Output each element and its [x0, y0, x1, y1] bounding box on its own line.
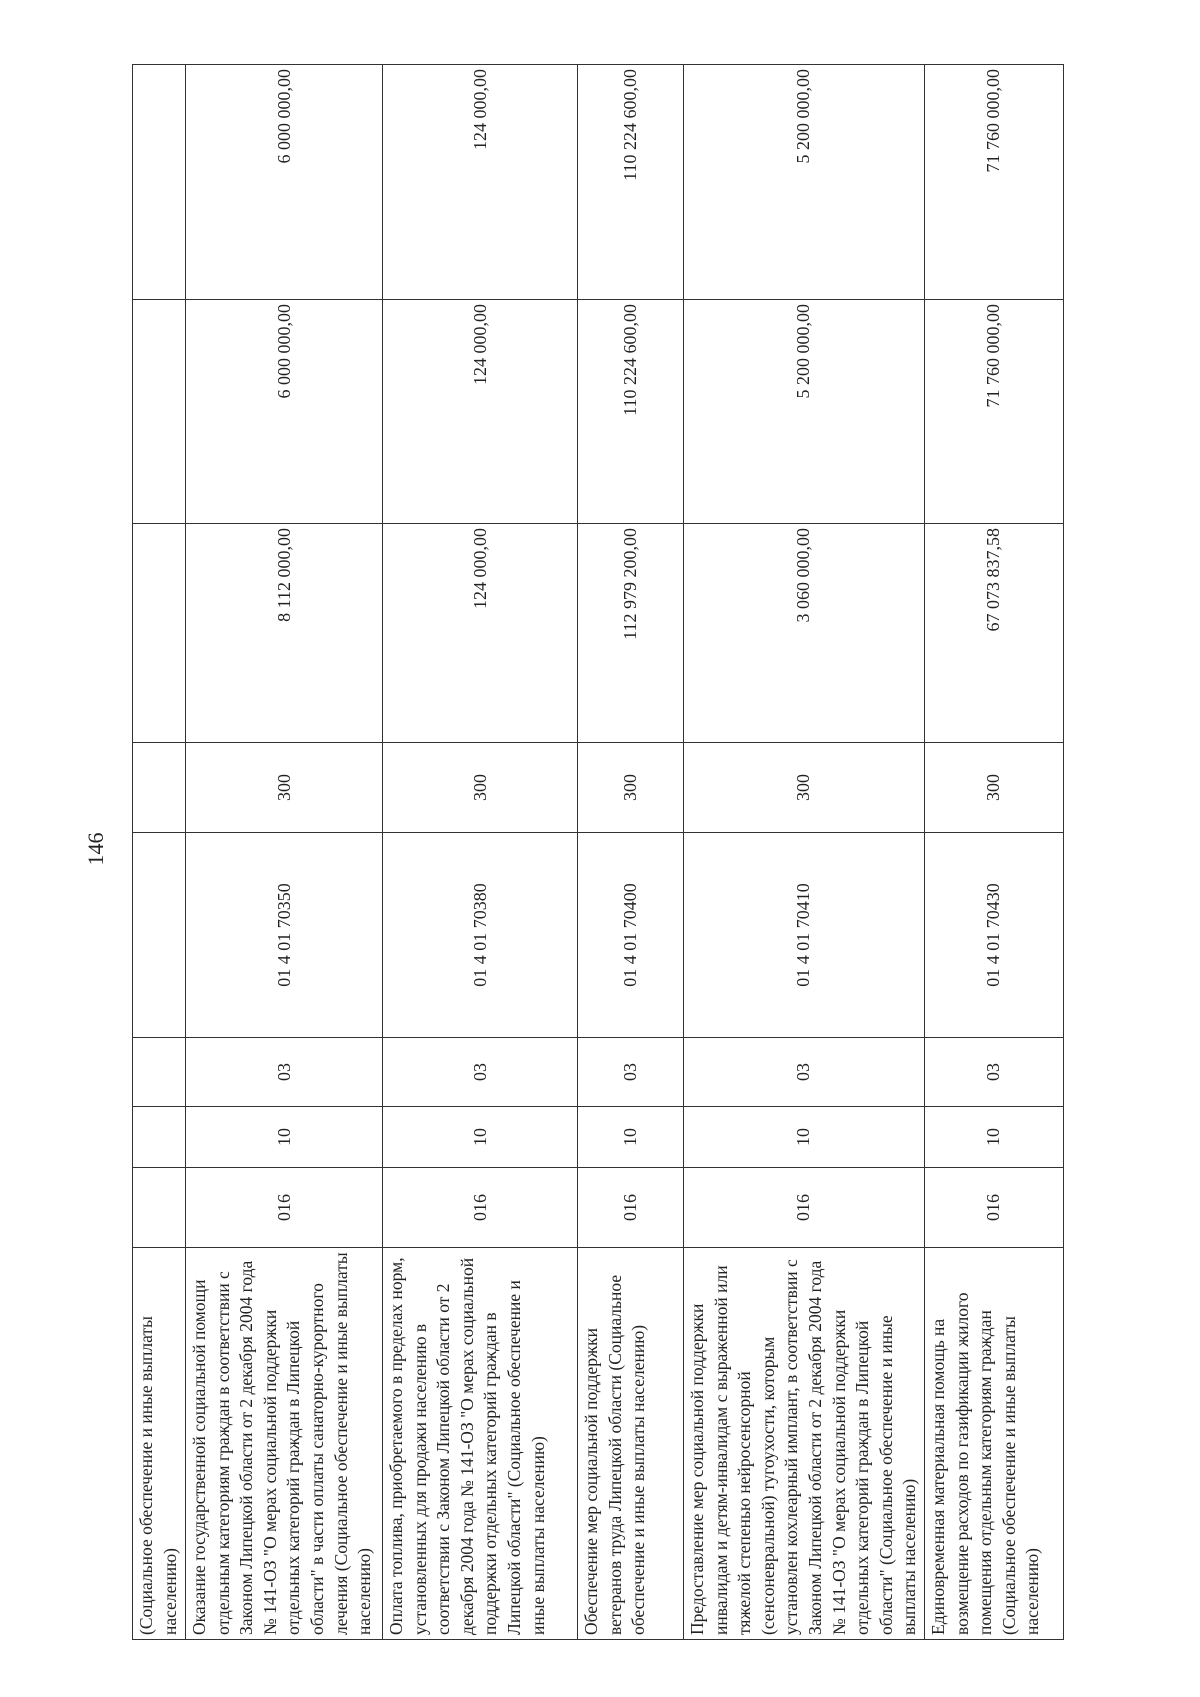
section-code: 10: [684, 1107, 925, 1168]
section-code: 10: [578, 1107, 684, 1168]
subsection-code: 03: [186, 1038, 383, 1107]
target-article-code: 01 4 01 70400: [578, 833, 684, 1038]
section-code: 10: [924, 1107, 1063, 1168]
target-article-code: [133, 833, 186, 1038]
section-code: 10: [186, 1107, 383, 1168]
subsection-code: 03: [684, 1038, 925, 1107]
expense-type-code: [133, 743, 186, 833]
table-row: [186, 65, 383, 1640]
row-name: Оказание государственной социальной помощи отдельным категориям граждан в соответствии с Законом Липецкой области от 2 декабря 2004 года № 141-ОЗ "О мерах социальной поддержки отдельных категорий граждан в Липецкой области" в части оплаты санаторно-курортного лечения (Социальное обеспечение и иные выплаты населению): [186, 1248, 383, 1640]
amount-col-3: 110 224 600,00: [578, 65, 684, 300]
amount-col-1: 3 060 000,00: [684, 524, 925, 743]
table-row: [383, 65, 578, 1640]
subsection-code: 03: [924, 1038, 1063, 1107]
subsection-code: [133, 1038, 186, 1107]
budget-table: [132, 64, 1064, 1640]
expense-type-code: 300: [186, 743, 383, 833]
expense-type-code: 300: [383, 743, 578, 833]
expense-type-code: 300: [924, 743, 1063, 833]
row-name: Предоставление мер социальной поддержки инвалидам и детям-инвалидам с выраженной или тяжелой степенью нейросенсорной (сенсоневральной) тугоухости, которым установлен кохлеарный имплант, в соответствии с Законом Липецкой области от 2 декабря 2004 года № 141-ОЗ "О мерах социальной поддержки отдельных категорий граждан в Липецкой области" (Социальное обеспечение и иные выплаты населению): [684, 1248, 925, 1640]
section-code: 10: [383, 1107, 578, 1168]
page-number: 146: [83, 832, 108, 866]
table-row: [133, 65, 186, 1640]
amount-col-2: 6 000 000,00: [186, 300, 383, 524]
row-name: Единовременная материальная помощь на возмещение расходов по газификации жилого помещения отдельным категориям граждан (Социальное обеспечение и иные выплаты населению): [924, 1248, 1063, 1640]
section-code: [133, 1107, 186, 1168]
table-row: [684, 65, 925, 1640]
target-article-code: 01 4 01 70350: [186, 833, 383, 1038]
ministry-code: 016: [383, 1168, 578, 1248]
amount-col-1: 124 000,00: [383, 524, 578, 743]
row-name: Обеспечение мер социальной поддержки ветеранов труда Липецкой области (Социальное обеспечение и иные выплаты населению): [578, 1248, 684, 1640]
subsection-code: 03: [578, 1038, 684, 1107]
ministry-code: 016: [578, 1168, 684, 1248]
amount-col-2: 71 760 000,00: [924, 300, 1063, 524]
budget-table-rotated: [132, 65, 1058, 1640]
amount-col-1: 8 112 000,00: [186, 524, 383, 743]
target-article-code: 01 4 01 70380: [383, 833, 578, 1038]
amount-col-2: 5 200 000,00: [684, 300, 925, 524]
expense-type-code: 300: [578, 743, 684, 833]
amount-col-1: 67 073 837,58: [924, 524, 1063, 743]
table-row: [924, 65, 1063, 1640]
subsection-code: 03: [383, 1038, 578, 1107]
amount-col-2: 124 000,00: [383, 300, 578, 524]
target-article-code: 01 4 01 70410: [684, 833, 925, 1038]
table-row: [578, 65, 684, 1640]
amount-col-3: 5 200 000,00: [684, 65, 925, 300]
target-article-code: 01 4 01 70430: [924, 833, 1063, 1038]
amount-col-1: 112 979 200,00: [578, 524, 684, 743]
amount-col-3: 6 000 000,00: [186, 65, 383, 300]
ministry-code: 016: [924, 1168, 1063, 1248]
amount-col-2: 110 224 600,00: [578, 300, 684, 524]
ministry-code: [133, 1168, 186, 1248]
amount-col-2: [133, 300, 186, 524]
row-name: Оплата топлива, приобретаемого в пределах норм, установленных для продажи населению в соответствии с Законом Липецкой области от 2 декабря 2004 года № 141-ОЗ "О мерах социальной поддержки отдельных категорий граждан в Липецкой области" (Социальное обеспечение и иные выплаты населению): [383, 1248, 578, 1640]
amount-col-1: [133, 524, 186, 743]
amount-col-3: 124 000,00: [383, 65, 578, 300]
amount-col-3: [133, 65, 186, 300]
row-name: (Социальное обеспечение и иные выплаты населению): [133, 1248, 186, 1640]
ministry-code: 016: [684, 1168, 925, 1248]
expense-type-code: 300: [684, 743, 925, 833]
ministry-code: 016: [186, 1168, 383, 1248]
amount-col-3: 71 760 000,00: [924, 65, 1063, 300]
